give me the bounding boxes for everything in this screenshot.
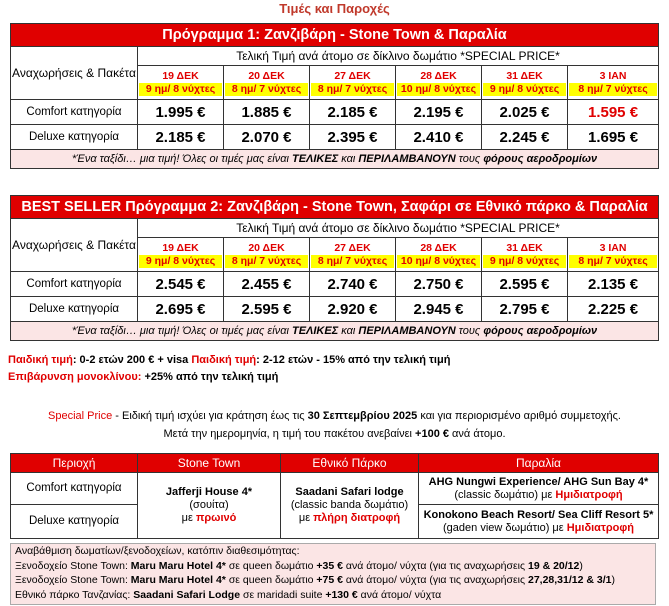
price-cell: 2.070 € [224,125,310,150]
date-cell: 28 ΔΕΚ 10 ημ/ 8 νύχτες [396,66,482,100]
price-cell: 2.695 € [138,297,224,322]
row-label-comfort: Comfort κατηγορία [11,272,138,297]
price-cell: 2.920 € [310,297,396,322]
program-2-header: BEST SELLER Πρόγραμμα 2: Ζανζιβάρη - Stone Town, Σαφάρι σε Εθνικό πάρκο & Παραλία [11,196,659,219]
date-cell: 27 ΔΕΚ 8 ημ/ 7 νύχτες [310,66,396,100]
date-cell: 3 ΙΑΝ 8 ημ/ 7 νύχτες [568,238,659,272]
date-cell: 27 ΔΕΚ 8 ημ/ 7 νύχτες [310,238,396,272]
row-label-deluxe: Deluxe κατηγορία [11,297,138,322]
date-cell: 3 ΙΑΝ 8 ημ/ 7 νύχτες [568,66,659,100]
program-1-table [10,23,659,169]
special-price-note: Special Price - Ειδική τιμή ισχύει για κράτηση έως τις 30 Σεπτεμβρίου 2025 και για περιορισμένο αριθμό συμμετοχής. [48,410,621,422]
upgrades-title: Αναβάθμιση δωματίων/ξενοδοχείων, κατόπιν διαθεσιμότητας: [15,545,300,557]
price-cell: 2.225 € [568,297,659,322]
date-cell: 19 ΔΕΚ 9 ημ/ 8 νύχτες [138,238,224,272]
price-cell: 2.245 € [482,125,568,150]
program-2-table [10,195,659,341]
hotels-row-label-comfort: Comfort κατηγορία [11,473,138,505]
upgrade-line: Ξενοδοχείο Stone Town: Maru Maru Hotel 4* σε queen δωμάτιο +75 € ανά άτομο/ νύχτα (για τις αναχωρήσεις 27,28,31/12 & 3/1) [15,574,615,586]
hotels-header-national-park: Εθνικό Πάρκο [281,454,419,473]
program-2-subheader: Τελική Τιμή ανά άτομο σε δίκλινο δωμάτιο *SPECIAL PRICE* [138,219,659,238]
program-1-header: Πρόγραμμα 1: Ζανζιβάρη - Stone Town & Παραλία [11,24,659,47]
price-cell: 2.740 € [310,272,396,297]
national-park-hotel: Saadani Safari lodge (classic banda δωμάτιο) με πλήρη διατροφή [281,473,419,539]
beach-hotel-comfort: AHG Nungwi Experience/ AHG Sun Bay 4* (classic δωμάτιο) με Ημιδιατροφή [419,473,659,505]
stone-town-hotel: Jafferji House 4* (σουίτα) με πρωινό [138,473,281,539]
price-cell: 2.025 € [482,100,568,125]
price-cell: 2.945 € [396,297,482,322]
price-cell: 2.795 € [482,297,568,322]
date-cell: 28 ΔΕΚ 10 ημ/ 8 νύχτες [396,238,482,272]
hotels-table [10,453,659,539]
price-cell-highlight: 1.595 € [568,100,659,125]
child-price-line: Παιδική τιμή: 0-2 ετών 200 € + visa Παιδική τιμή: 2-12 ετών - 15% από την τελική τιμή [8,354,451,366]
date-cell: 31 ΔΕΚ 9 ημ/ 8 νύχτες [482,238,568,272]
upgrade-line: Εθνικό πάρκο Τανζανίας: Saadani Safari Lodge σε maridadi suite +130 € ανά άτομο/ νύχτα [15,588,442,601]
single-supplement-line: Επιβάρυνση μονοκλίνου: +25% από την τελική τιμή [8,371,279,383]
page-title: Τιμές και Παροχές [279,1,390,16]
beach-hotel-deluxe: Konokono Beach Resort/ Sea Cliff Resort 5* (gaden view δωμάτιο) με Ημιδιατροφή [419,505,659,539]
hotels-header-beach: Παραλία [419,454,659,473]
price-cell: 2.195 € [396,100,482,125]
price-cell: 1.995 € [138,100,224,125]
price-cell: 2.545 € [138,272,224,297]
hotels-header-stone-town: Stone Town [138,454,281,473]
hotels-row-label-deluxe: Deluxe κατηγορία [11,505,138,539]
price-cell: 2.595 € [482,272,568,297]
price-cell: 2.595 € [224,297,310,322]
price-cell: 1.695 € [568,125,659,150]
date-cell: 20 ΔΕΚ 8 ημ/ 7 νύχτες [224,66,310,100]
departures-label: Αναχωρήσεις & Πακέτα [11,219,138,272]
departures-label: Αναχωρήσεις & Πακέτα [11,47,138,100]
date-cell: 31 ΔΕΚ 9 ημ/ 8 νύχτες [482,66,568,100]
price-cell: 2.185 € [138,125,224,150]
price-cell: 2.395 € [310,125,396,150]
program-2-note: *Ένα ταξίδι… μια τιμή! Όλες οι τιμές μας είναι ΤΕΛΙΚΕΣ και ΠΕΡΙΛΑΜΒΑΝΟΥΝ τους φόρους αεροδρομίων [11,322,659,341]
price-cell: 2.410 € [396,125,482,150]
row-label-comfort: Comfort κατηγορία [11,100,138,125]
program-1-note: *Ένα ταξίδι… μια τιμή! Όλες οι τιμές μας είναι ΤΕΛΙΚΕΣ και ΠΕΡΙΛΑΜΒΑΝΟΥΝ τους φόρους αεροδρομίων [11,150,659,169]
row-label-deluxe: Deluxe κατηγορία [11,125,138,150]
price-cell: 2.135 € [568,272,659,297]
upgrade-line: Ξενοδοχείο Stone Town: Maru Maru Hotel 4* σε queen δωμάτιο +35 € ανά άτομο/ νύχτα (για τις αναχωρήσεις 19 & 20/12) [15,559,583,572]
date-cell: 19 ΔΕΚ 9 ημ/ 8 νύχτες [138,66,224,100]
special-price-note-2: Μετά την ημερομηνία, η τιμή του πακέτου ανεβαίνει +100 € ανά άτομο. [163,428,506,440]
upgrades-box [10,543,656,605]
price-cell: 1.885 € [224,100,310,125]
price-cell: 2.455 € [224,272,310,297]
program-1-subheader: Τελική Τιμή ανά άτομο σε δίκλινο δωμάτιο *SPECIAL PRICE* [138,47,659,66]
date-cell: 20 ΔΕΚ 8 ημ/ 7 νύχτες [224,238,310,272]
price-cell: 2.750 € [396,272,482,297]
hotels-header-region: Περιοχή [11,454,138,473]
price-cell: 2.185 € [310,100,396,125]
